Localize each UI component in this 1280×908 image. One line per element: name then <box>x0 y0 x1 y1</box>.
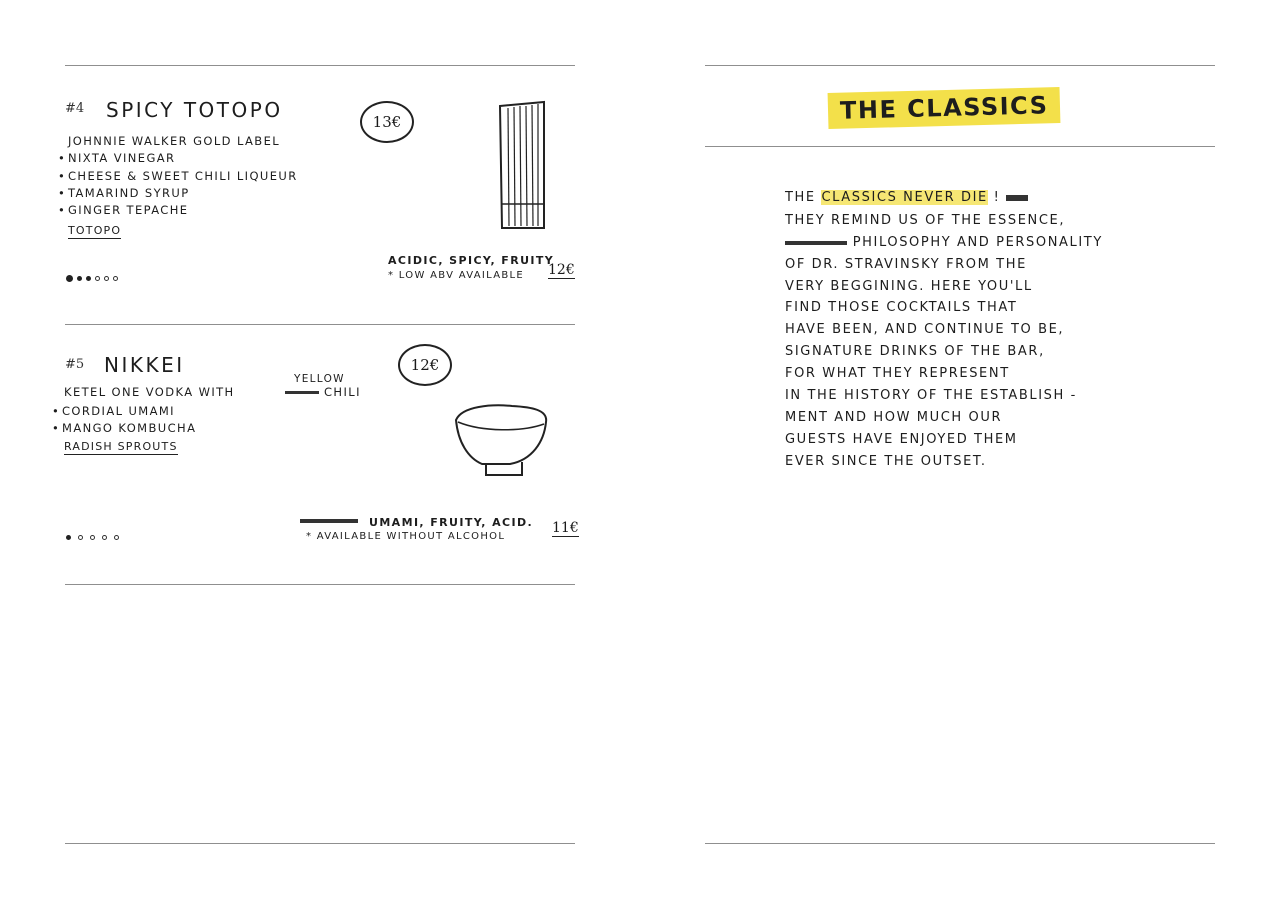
bowl-glass-icon <box>452 402 552 478</box>
price: 12€ <box>410 356 440 374</box>
flavor-profile: UMAMI, FRUITY, ACID. <box>369 516 534 529</box>
intro-line: GUESTS HAVE ENJOYED THEM <box>785 432 1018 447</box>
crossed-out-word <box>285 391 319 394</box>
strength-dot-empty <box>95 276 100 281</box>
base-spirit: KETEL ONE VODKA WITH <box>64 385 235 399</box>
strength-dot-empty <box>102 535 107 540</box>
strength-dot-empty <box>90 535 95 540</box>
intro-line: THEY REMIND US OF THE ESSENCE, <box>785 213 1066 228</box>
ingredient: • CHEESE & SWEET CHILI LIQUEUR <box>58 169 298 183</box>
strength-dot-empty <box>78 535 83 540</box>
ingredient: • CORDIAL UMAMI <box>52 404 175 418</box>
divider <box>65 65 575 66</box>
divider <box>705 146 1215 147</box>
ingredient: • TAMARIND SYRUP <box>58 186 190 200</box>
strength-dot-empty <box>113 276 118 281</box>
strength-dot-empty <box>104 276 109 281</box>
crossed-out-word <box>300 519 358 523</box>
base-spirit: JOHNNIE WALKER GOLD LABEL <box>68 134 281 148</box>
strength-dot-empty <box>114 535 119 540</box>
garnish: RADISH SPROUTS <box>64 440 178 453</box>
alt-price: 12€ <box>548 262 575 278</box>
intro-line: PHILOSOPHY AND PERSONALITY <box>785 235 1103 250</box>
cocktail-number: #4 <box>65 101 85 116</box>
intro-line: THE CLASSICS NEVER DIE ! <box>785 190 1028 205</box>
divider <box>65 584 575 585</box>
strength-dot-filled <box>66 535 71 540</box>
intro-line: FOR WHAT THEY REPRESENT <box>785 366 1010 381</box>
availability-note: * AVAILABLE WITHOUT ALCOHOL <box>306 531 506 542</box>
intro-line: SIGNATURE DRINKS OF THE BAR, <box>785 344 1045 359</box>
highlighted-text: CLASSICS NEVER DIE <box>821 190 988 205</box>
intro-line: EVER SINCE THE OUTSET. <box>785 454 987 469</box>
crossed-out-word <box>785 241 847 245</box>
ingredient: • NIXTA VINEGAR <box>58 151 176 165</box>
strength-rating <box>66 275 118 282</box>
cocktail-name: SPICY TOTOPO <box>106 98 283 122</box>
strength-dot-filled <box>66 275 73 282</box>
strength-rating <box>66 535 119 540</box>
tall-glass-icon <box>492 100 552 232</box>
right-page <box>640 0 1280 908</box>
section-title: THE CLASSICS <box>828 87 1061 129</box>
price-badge <box>360 101 414 143</box>
alt-price: 11€ <box>552 520 579 536</box>
flavor-profile: ACIDIC, SPICY, FRUITY <box>388 254 555 267</box>
ingredient: • MANGO KOMBUCHA <box>52 421 197 435</box>
intro-line: IN THE HISTORY OF THE ESTABLISH - <box>785 388 1077 403</box>
divider <box>65 324 575 325</box>
price: 13€ <box>372 113 402 131</box>
availability-note: * LOW ABV AVAILABLE <box>388 270 525 281</box>
crossed-out-word <box>1006 195 1028 201</box>
garnish: TOTOPO <box>68 224 122 237</box>
intro-line: VERY BEGGINING. HERE YOU'LL <box>785 279 1033 294</box>
base-spirit-end: CHILI <box>324 385 361 399</box>
intro-line: HAVE BEEN, AND CONTINUE TO BE, <box>785 322 1065 337</box>
divider <box>705 65 1215 66</box>
divider <box>705 843 1215 844</box>
price-badge <box>398 344 452 386</box>
intro-line: FIND THOSE COCKTAILS THAT <box>785 300 1018 315</box>
cocktail-number: #5 <box>65 357 85 372</box>
strength-dot-filled <box>86 276 91 281</box>
strength-dot-filled <box>77 276 82 281</box>
base-insert: YELLOW <box>294 373 345 385</box>
cocktail-name: NIKKEI <box>104 353 185 377</box>
intro-line: MENT AND HOW MUCH OUR <box>785 410 1003 425</box>
intro-line: OF DR. STRAVINSKY FROM THE <box>785 257 1027 272</box>
ingredient: • GINGER TEPACHE <box>58 203 189 217</box>
divider <box>65 843 575 844</box>
